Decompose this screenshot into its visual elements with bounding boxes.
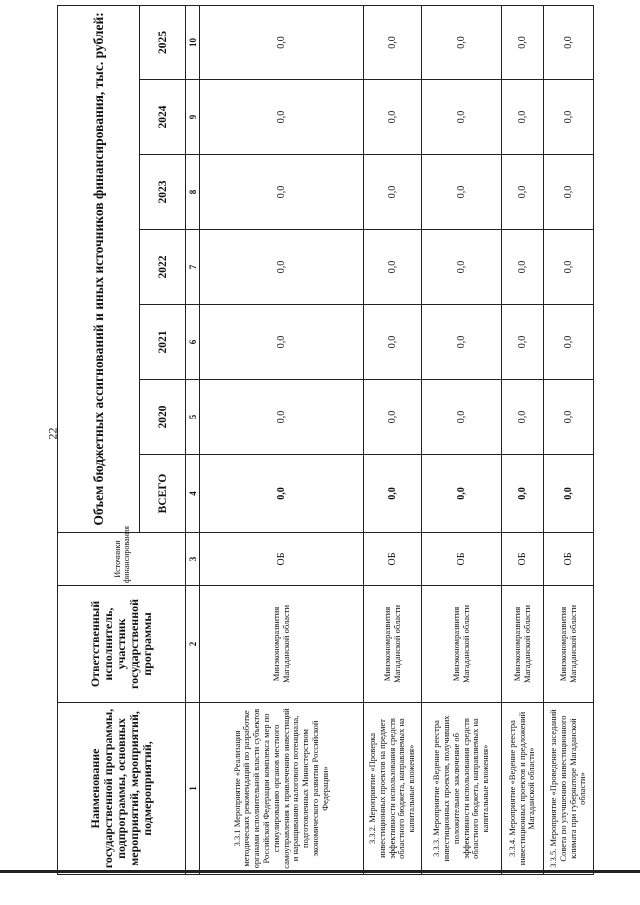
row-source: ОБ — [544, 533, 594, 586]
row-total: 0,0 — [502, 455, 544, 533]
header-year-2020: 2020 — [140, 380, 186, 455]
table-row — [544, 5, 594, 874]
row-value-2021: 0,0 — [502, 305, 544, 380]
row-name: 3.3.5. Мероприятие «Проведение заседаний Совета по улучшению инвестиционного климата при губернаторе Магаданской области» — [544, 703, 594, 875]
row-value-2023: 0,0 — [364, 155, 422, 230]
header-responsible: Ответственный исполнитель, участник государственной программы — [58, 586, 186, 703]
row-total: 0,0 — [422, 455, 502, 533]
row-responsible: Минэкономразвития Магаданской области — [364, 586, 422, 703]
row-value-2021: 0,0 — [544, 305, 594, 380]
row-source: ОБ — [422, 533, 502, 586]
row-source: ОБ — [364, 533, 422, 586]
page-number: 22 — [45, 427, 60, 440]
row-name: 3.3.4. Мероприятие «Ведение реестра инвестиционных проектов и предложений Магаданской области» — [502, 703, 544, 875]
row-value-2025: 0,0 — [364, 5, 422, 79]
row-responsible: Минэкономразвития Магаданской области — [422, 586, 502, 703]
row-value-2023: 0,0 — [422, 155, 502, 230]
column-number: 9 — [186, 80, 200, 155]
header-name: Наименование государственной программы, подпрограммы, основных мероприятий, мероприятий, подмероприятий, — [58, 703, 186, 875]
row-responsible: Минэкономразвития Магаданской области — [200, 586, 364, 703]
row-total: 0,0 — [544, 455, 594, 533]
row-value-2022: 0,0 — [502, 230, 544, 305]
column-number: 8 — [186, 155, 200, 230]
row-total: 0,0 — [200, 455, 364, 533]
row-value-2022: 0,0 — [364, 230, 422, 305]
row-value-2021: 0,0 — [422, 305, 502, 380]
rotated-page — [57, 6, 588, 875]
row-value-2023: 0,0 — [544, 155, 594, 230]
row-name: 3.3.1 Мероприятие «Реализация методических рекомендаций по разработке органами исполнительной власти субъектов Российской Федерации комплекса мер по стимулированию органов местного самоуправления к привлечению инвестиций и наращиванию налогового потенциала, подготовленных Министерством экономического развития Российской Федерации» — [200, 703, 364, 875]
row-value-2020: 0,0 — [422, 380, 502, 455]
row-value-2024: 0,0 — [364, 80, 422, 155]
header-source: Источники финансирования — [58, 533, 186, 586]
row-name: 3.3.3. Мероприятие «Ведение реестра инвестиционных проектов, получивших положительное заключение об эффективности использования средств областного бюджета, направляемых на капитальные вложения» — [422, 703, 502, 875]
column-number: 1 — [186, 703, 200, 875]
header-year-2024: 2024 — [140, 80, 186, 155]
table-row — [502, 5, 544, 874]
row-value-2025: 0,0 — [502, 5, 544, 79]
row-source: ОБ — [200, 533, 364, 586]
column-number: 5 — [186, 380, 200, 455]
row-value-2020: 0,0 — [502, 380, 544, 455]
column-number: 7 — [186, 230, 200, 305]
row-value-2023: 0,0 — [502, 155, 544, 230]
header-year-2025: 2025 — [140, 5, 186, 79]
header-volume: Объем бюджетных ассигнований и иных источников финансирования, тыс. рублей: — [58, 5, 140, 532]
financing-table — [57, 5, 594, 875]
column-number: 4 — [186, 455, 200, 533]
row-value-2024: 0,0 — [502, 80, 544, 155]
row-value-2024: 0,0 — [200, 80, 364, 155]
row-value-2024: 0,0 — [422, 80, 502, 155]
row-value-2022: 0,0 — [200, 230, 364, 305]
table-row — [422, 5, 502, 874]
column-number: 6 — [186, 305, 200, 380]
row-name: 3.3.2. Мероприятие «Проверка инвестиционных проектов на предмет эффективности использования средств областного бюджета, направляемых на капитальные вложения» — [364, 703, 422, 875]
row-responsible: Минэкономразвития Магаданской области — [544, 586, 594, 703]
row-value-2025: 0,0 — [200, 5, 364, 79]
row-value-2024: 0,0 — [544, 80, 594, 155]
row-value-2022: 0,0 — [422, 230, 502, 305]
row-value-2020: 0,0 — [364, 380, 422, 455]
table-row — [364, 5, 422, 874]
row-total: 0,0 — [364, 455, 422, 533]
header-year-2021: 2021 — [140, 305, 186, 380]
header-total: ВСЕГО — [140, 455, 186, 533]
row-value-2022: 0,0 — [544, 230, 594, 305]
table-row — [200, 5, 364, 874]
header-year-2023: 2023 — [140, 155, 186, 230]
row-value-2025: 0,0 — [544, 5, 594, 79]
row-value-2021: 0,0 — [200, 305, 364, 380]
row-value-2025: 0,0 — [422, 5, 502, 79]
header-year-2022: 2022 — [140, 230, 186, 305]
column-number: 2 — [186, 586, 200, 703]
row-value-2020: 0,0 — [544, 380, 594, 455]
row-value-2021: 0,0 — [364, 305, 422, 380]
row-responsible: Минэкономразвития Магаданской области — [502, 586, 544, 703]
column-number: 3 — [186, 533, 200, 586]
row-value-2020: 0,0 — [200, 380, 364, 455]
row-source: ОБ — [502, 533, 544, 586]
row-value-2023: 0,0 — [200, 155, 364, 230]
column-number: 10 — [186, 5, 200, 79]
